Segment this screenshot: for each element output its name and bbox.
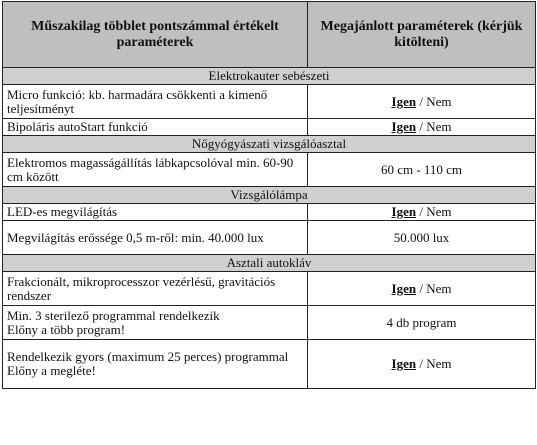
table-row [3,85,536,119]
section-row-gynecology-table [3,136,536,153]
section-title: Elektrokauter sebészeti [3,68,536,85]
header-offered-parameters: Megajánlott paraméterek (kérjük kitölteni) [308,2,536,68]
answer-no: / Nem [416,204,452,219]
value-cell: 4 db program [308,306,536,340]
value-cell: 50.000 lux [308,221,536,255]
feature-cell [3,340,308,389]
answer-cell [308,272,536,306]
answer-no: / Nem [416,356,452,371]
answer-cell [308,85,536,119]
feature-line: Rendelkezik gyors (maximum 25 perces) programmal [7,349,289,364]
answer-yes: Igen [391,280,417,296]
value-cell: 60 cm - 110 cm [308,153,536,187]
feature-cell: Bipoláris autoStart funkció [3,119,308,136]
answer-no: / Nem [416,119,452,134]
feature-cell: LED-es megvilágítás [3,204,308,221]
section-row-autoclave [3,255,536,272]
table-row [3,153,536,187]
answer-cell [308,204,536,221]
feature-line: Min. 3 sterilező programmal rendelkezik [7,307,220,323]
answer-no: / Nem [416,93,452,109]
answer-cell [308,119,536,136]
parameters-table [2,1,536,389]
feature-line: Előny a megléte! [7,363,96,378]
table-row [3,119,536,136]
feature-cell: Micro funkció: kb. harmadára csökkenti a kimenő teljesítményt [3,85,308,119]
table-row [3,221,536,255]
section-title: Nőgyógyászati vizsgálóasztal [3,136,536,153]
feature-line: Előny a több program! [7,321,126,337]
answer-no: / Nem [416,280,452,296]
answer-yes: Igen [391,119,417,134]
header-technical-parameters: Műszakilag többlet pontszámmal értékelt paraméterek [3,2,308,68]
answer-yes: Igen [391,356,417,371]
table-row [3,340,536,389]
table-row [3,272,536,306]
section-row-electrocautery [3,68,536,85]
answer-yes: Igen [391,93,417,109]
section-title: Asztali autokláv [3,255,536,272]
answer-yes: Igen [391,204,417,219]
section-title: Vizsgálólámpa [3,187,536,204]
table-header-row [3,2,536,68]
feature-cell: Megvilágítás erőssége 0,5 m-ről: min. 40.000 lux [3,221,308,255]
feature-cell: Elektromos magasságállítás lábkapcsolóval min. 60-90 cm között [3,153,308,187]
feature-cell [3,306,308,340]
feature-cell: Frakcionált, mikroprocesszor vezérlésű, gravitációs rendszer [3,272,308,306]
table-row [3,306,536,340]
section-row-examination-lamp [3,187,536,204]
table-row [3,204,536,221]
answer-cell [308,340,536,389]
